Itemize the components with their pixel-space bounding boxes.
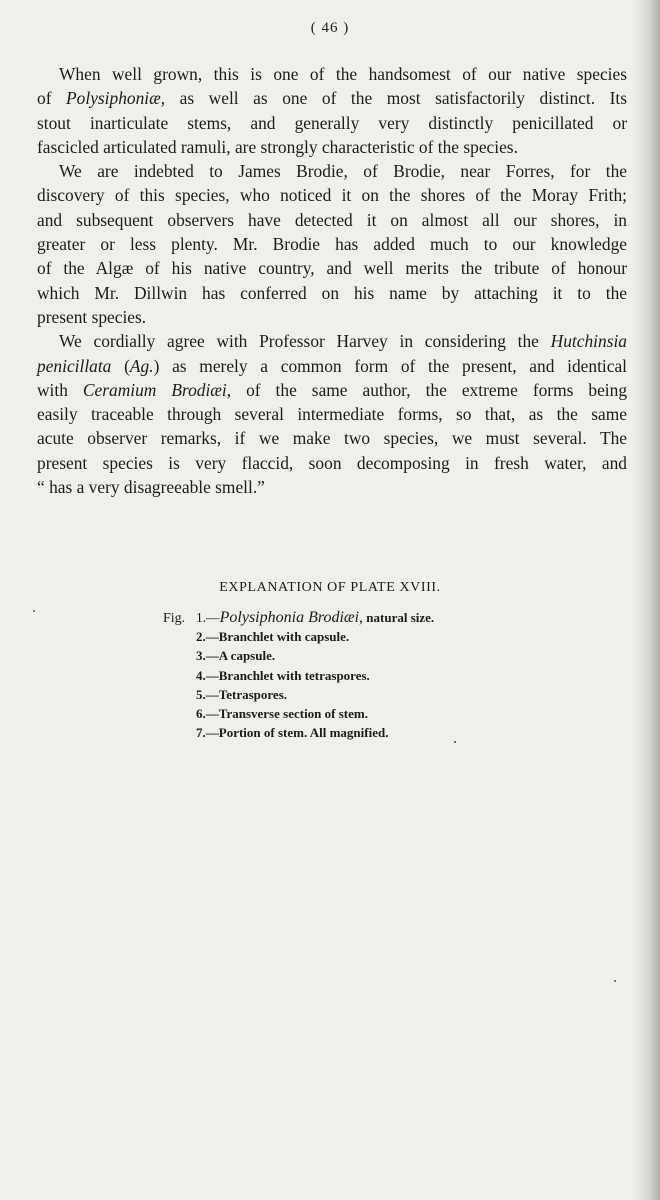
paper-speck [454,741,456,743]
text-run: acute observer remarks, if we make two species, we must several. The [37,428,627,449]
plate-figure-item [163,666,434,685]
plate-figure-item [163,704,434,723]
italic-term: Hutchinsia [550,331,627,352]
text-run: ( [111,355,130,376]
italic-term: penicillata [37,355,112,376]
text-run: stout inarticulate stems, and generally very distinctly penicillated or [37,112,627,133]
page-edge-shadow [634,0,660,1200]
italic-term: Ceramium Brodiæi, [82,379,232,400]
paragraph-2-line [37,183,627,207]
figure-number: 2.— [196,629,219,645]
plate-figure-list [163,608,434,742]
figure-number: 5.— [196,686,219,702]
figure-description: Branchlet with capsule. [218,629,350,645]
text-run: We cordially agree with Professor Harvey in considering the [59,331,551,352]
paragraph-3-line [37,354,627,378]
text-run: When well grown, this is one of the handsomest of our native species [59,64,627,84]
text-run: ) as merely a common form of the present, and identical [153,355,628,376]
paragraph-3-line [37,402,627,426]
text-run: with [37,379,83,400]
figure-number: 4.— [196,667,219,683]
paragraph-2-line [37,208,627,232]
text-run: easily traceable through several intermediate forms, so that, as the same [37,404,627,425]
text-run: of the same author, the extreme forms being [231,379,628,400]
text-run: We are indebted to James Brodie, of Brodie, near Forres, for the [59,161,627,182]
figure-number: 3.— [196,648,219,664]
figure-description: Transverse section of stem. [218,705,368,721]
paragraph-1-line [37,86,627,110]
figure-description: Tetraspores. [218,686,287,702]
figure-number: 1.— [196,610,220,625]
figure-description: Portion of stem. All magnified. [218,725,389,741]
text-run: of [37,88,67,109]
figure-description: natural size. [363,610,435,625]
text-run: present species. [37,306,147,327]
paper-speck [614,980,616,982]
paragraph-1-line [37,111,627,135]
text-run: “ has a very disagreeable smell.” [37,477,265,498]
figure-description: A capsule. [218,648,276,664]
paragraph-3-line [37,378,627,402]
plate-figure-item [163,723,434,742]
figure-species-name: Polysiphonia Brodiæi, [219,609,364,626]
figure-number: 7.— [196,725,219,741]
plate-figure-item [163,685,434,704]
text-run: which Mr. Dillwin has conferred on his name by attaching it to the [37,282,627,303]
paragraph-3-line [37,451,627,475]
paragraph-2-line [37,281,627,305]
figure-description: Branchlet with tetraspores. [218,667,370,683]
text-run: discovery of this species, who noticed it on the shores of the Moray Frith; [37,185,627,206]
paragraph-3-line [37,426,627,450]
paragraph-2-line [37,256,627,280]
page-number: ( 46 ) [310,20,350,36]
paragraph-3-line [37,475,627,499]
text-run: present species is very flaccid, soon decomposing in fresh water, and [37,452,627,473]
text-run: greater or less plenty. Mr. Brodie has added much to our knowledge [37,234,627,255]
paragraph-2-line [37,232,627,256]
paragraph-1-line [37,135,627,159]
text-run: as well as one of the most satisfactorily distinct. Its [165,88,627,109]
plate-figure-item [163,646,434,665]
figure-number: 6.— [196,705,219,721]
paragraph-2-line [37,305,627,329]
paper-speck [33,610,35,612]
plate-explanation-title: EXPLANATION OF PLATE XVIII. [219,580,441,595]
text-run: and subsequent observers have detected it on almost all our shores, in [37,209,627,230]
plate-figure-item [163,627,434,646]
italic-term: Polysiphoniæ, [66,88,166,109]
paragraph-3-line [37,329,627,353]
paragraph-1-line [37,62,627,86]
italic-term: Ag. [129,355,154,376]
text-run: of the Algæ of his native country, and well merits the tribute of honour [37,258,627,279]
body-text [37,62,627,499]
fig-label: Fig. [163,611,186,626]
plate-figure-item [163,608,434,627]
text-run: fascicled articulated ramuli, are strongly characteristic of the species. [37,136,518,157]
paragraph-2-line [37,159,627,183]
